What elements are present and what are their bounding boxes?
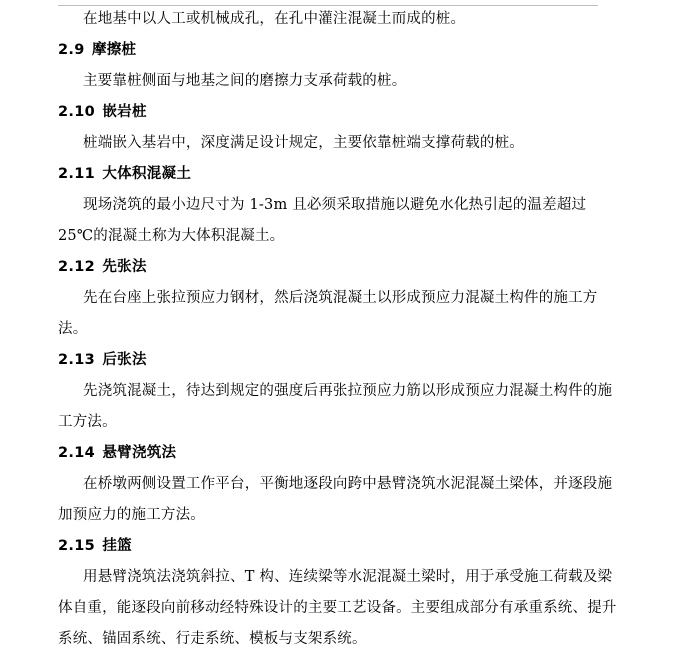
section-2-15-body: 用悬臂浇筑法浇筑斜拉、T 构、连续梁等水泥混凝土梁时，用于承受施工荷载及梁体自重，能逐段向前移动经特殊设计的主要工艺设备。主要组成部分有承重系统、提升系统、锚固系统、行走系统、模板与支架系统。	[58, 569, 617, 647]
section-title: 后张法	[102, 352, 147, 368]
section-number: 2.10	[58, 104, 95, 120]
section-2-10-heading	[58, 97, 618, 128]
section-2-11-body: 现场浇筑的最小边尺寸为 1-3m 且必须采取措施以避免水化热引起的温差超过 25℃的混凝土称为大体积混凝土。	[58, 197, 587, 244]
section-2-14-heading	[58, 438, 618, 469]
section-2-13-heading	[58, 345, 618, 376]
section-2-9-body: 主要靠桩侧面与地基之间的磨擦力支承荷载的桩。	[83, 73, 407, 89]
section-number: 2.14	[58, 445, 95, 461]
section-2-14-body: 在桥墩两侧设置工作平台，平衡地逐段向跨中悬臂浇筑水泥混凝土梁体，并逐段施加预应力的施工方法。	[58, 476, 613, 523]
section-title: 大体积混凝土	[102, 166, 192, 182]
section-2-9-heading	[58, 35, 618, 66]
section-number: 2.13	[58, 352, 95, 368]
section-2-10-body: 桩端嵌入基岩中，深度满足设计规定，主要依靠桩端支撑荷载的桩。	[83, 135, 524, 151]
section-title: 悬臂浇筑法	[102, 445, 177, 461]
section-2-12-heading	[58, 252, 618, 283]
section-2-13-body: 先浇筑混凝土，待达到规定的强度后再张拉预应力筋以形成预应力混凝土构件的施工方法。	[58, 383, 613, 430]
section-title: 摩擦桩	[91, 42, 137, 58]
section-2-12-body: 先在台座上张拉预应力钢材，然后浇筑混凝土以形成预应力混凝土构件的施工方法。	[58, 290, 598, 337]
section-2-15-heading	[58, 531, 618, 562]
section-number: 2.12	[58, 259, 95, 275]
section-title: 嵌岩桩	[102, 104, 147, 120]
section-number: 2.11	[58, 166, 95, 182]
section-pre-body: 在地基中以人工或机械成孔，在孔中灌注混凝土而成的桩。	[83, 11, 466, 27]
section-title: 先张法	[102, 259, 147, 275]
section-2-11-heading	[58, 159, 618, 190]
document-body	[58, 4, 618, 655]
section-number: 2.15	[58, 538, 95, 554]
section-title: 挂篮	[102, 538, 132, 554]
section-number: 2.9	[58, 42, 85, 58]
